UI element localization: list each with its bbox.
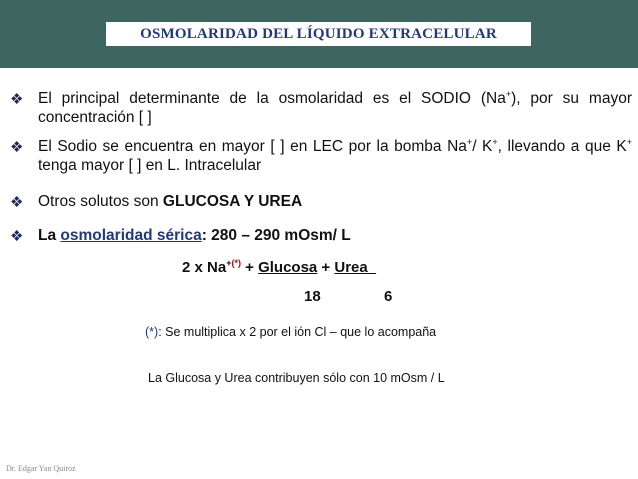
author-footer: Dr. Edgar Yan Quiroz	[6, 464, 76, 473]
bullet-text: Otros solutos son	[38, 193, 163, 210]
formula-ref-sup: (*)	[231, 258, 241, 268]
bullet-sodium-pump	[10, 137, 632, 175]
superscript-plus: +	[626, 137, 633, 147]
urea-divisor: 6	[384, 288, 393, 305]
formula-glucosa: Glucosa	[258, 259, 318, 276]
bullet-text: tenga mayor [ ] en L. Intracelular	[38, 157, 262, 174]
bullet-text: La	[38, 227, 61, 244]
header-banner	[0, 0, 638, 68]
contribution-note: La Glucosa y Urea contribuyen sólo con 10 mOsm / L	[148, 371, 445, 385]
diamond-bullet-icon: ❖	[10, 91, 24, 108]
diamond-bullet-icon: ❖	[10, 139, 24, 156]
bullet-sodium-determinant	[10, 89, 632, 127]
diamond-bullet-icon: ❖	[10, 228, 24, 245]
footnote-text: : Se multiplica x 2 por el ión Cl – que lo acompaña	[158, 325, 437, 339]
bullet-serum-osmolarity	[10, 226, 632, 245]
formula-plus: +	[240, 259, 259, 276]
formula-urea: Urea	[334, 259, 368, 276]
bullet-text: El Sodio se encuentra en mayor [ ] en LEC por la bomba Na	[38, 138, 467, 155]
bullet-text: El principal determinante de la osmolaridad es el SODIO (Na	[38, 90, 506, 107]
footnote-ref: (*)	[145, 325, 159, 339]
footnote-chloride	[145, 325, 436, 339]
superscript-plus: +	[466, 137, 473, 147]
glucosa-divisor: 18	[304, 288, 321, 305]
bullet-text: / K	[472, 138, 493, 155]
bullet-other-solutes	[10, 192, 632, 211]
formula-plus: +	[317, 259, 335, 276]
slide-title: OSMOLARIDAD DEL LÍQUIDO EXTRACELULAR	[106, 22, 531, 46]
bullet-text: ), por su mayor concentración [ ]	[38, 90, 632, 126]
bullet-text: : 280 – 290 mOsm/ L	[201, 227, 351, 244]
bullet-bold-text: GLUCOSA Y UREA	[162, 193, 303, 210]
osmolarity-formula	[182, 259, 376, 276]
osmolaridad-serica-link[interactable]: osmolaridad sérica	[60, 227, 202, 244]
superscript-plus: +	[492, 137, 498, 147]
formula-na-sup: +	[226, 258, 232, 268]
bullet-text: , llevando a que K	[497, 138, 627, 155]
diamond-bullet-icon: ❖	[10, 194, 24, 211]
superscript-plus: +	[505, 89, 512, 99]
formula-prefix: 2 x Na	[182, 259, 227, 276]
